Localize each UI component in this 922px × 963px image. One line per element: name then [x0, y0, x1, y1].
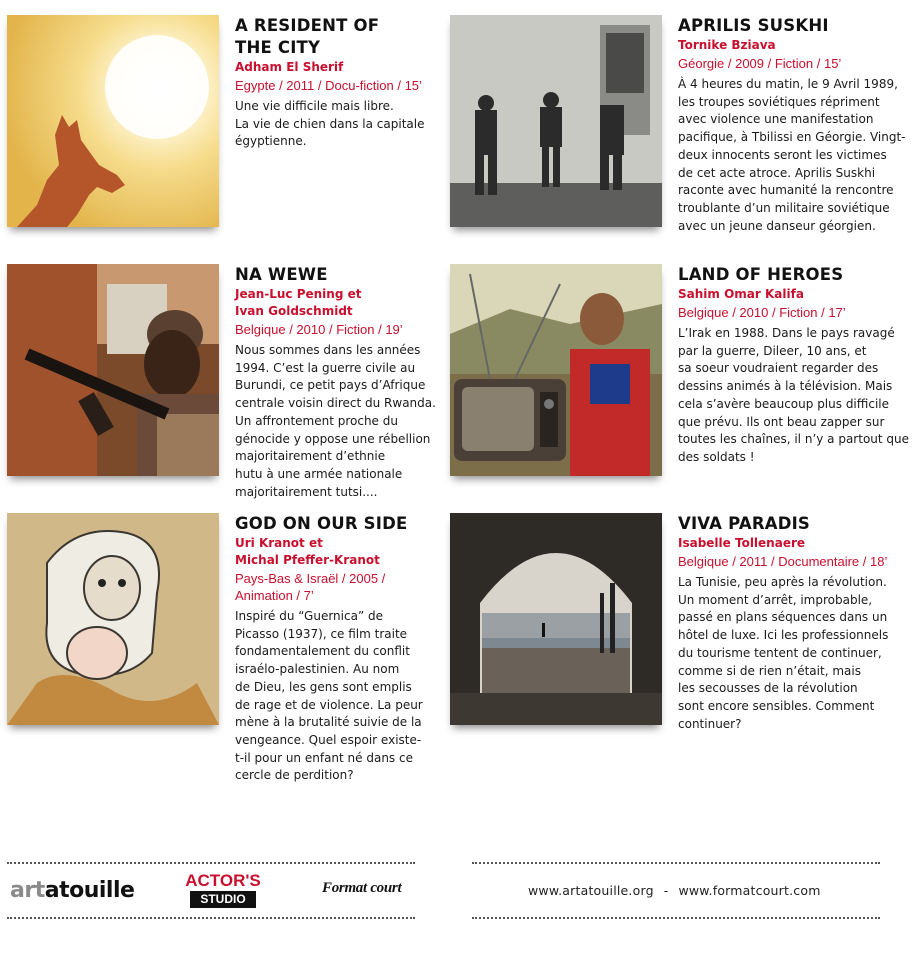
film-info	[235, 15, 467, 151]
film-director: Adham El Sherif	[235, 60, 344, 74]
artatouille-logo	[10, 878, 134, 903]
footer-divider-top-left	[7, 862, 415, 864]
footer-divider-bottom-left	[7, 917, 415, 919]
film-entry-land-of-heroes	[450, 264, 910, 514]
film-description: La Tunisie, peu après la révolution. Un moment d’arrêt, improbable, passé en plans séquences dans un hôtel de luxe. Ici les professionnels du tourisme tentent de continuer, comme si de rien n’était, mais les secousses de la révolution sont encore sensibles. Comment continuer?	[678, 575, 889, 731]
film-description: À 4 heures du matin, le 9 Avril 1989, les troupes soviétiques répriment avec violence une manifestation pacifique, à Tbilissi en Géorgie. Vingt- deux innocents seront les victimes de cet acte atroce. Aprilis Suskhi raconte avec humanité la rencontre troublante d’un militaire soviétique avec un jeune danseur géorgien.	[678, 77, 906, 233]
link-artatouille[interactable]: www.artatouille.org	[528, 883, 654, 898]
film-info	[235, 264, 467, 501]
film-info	[678, 15, 910, 235]
film-title: NA WEWE	[235, 265, 328, 284]
film-still-resident	[7, 15, 219, 227]
men-against-wall-image	[450, 15, 662, 227]
film-meta: Belgique / 2010 / Fiction / 19’	[235, 322, 403, 337]
film-still-land-of-heroes	[450, 264, 662, 476]
film-entry-aprilis-suskhi	[450, 15, 906, 265]
film-meta: Belgique / 2011 / Documentaire / 18’	[678, 554, 888, 569]
film-entry-na-wewe	[7, 264, 447, 514]
film-description: L’Irak en 1988. Dans le pays ravagé par la guerre, Dileer, 10 ans, et sa soeur voudraient regarder des dessins animés à la télévision. Mais cela s’avère beaucoup plus difficile que prévu. Ils ont beau zapper sur toutes les chaînes, il n’y a partout que des soldats !	[678, 326, 910, 464]
film-info	[678, 264, 910, 467]
film-meta: Belgique / 2010 / Fiction / 17’	[678, 305, 846, 320]
format-court-logo	[322, 880, 401, 897]
mother-and-child-drawing	[7, 513, 219, 725]
film-title: GOD ON OUR SIDE	[235, 514, 408, 533]
film-description: Inspiré du “Guernica” de Picasso (1937), ce film traite fondamentalement du conflit israélo-palestinien. Au nom de Dieu, les gens sont emplis de rage et de violence. La peur mène à la brutalité suivie de la vengeance. Quel espoir existe- t-il pour un enfant né dans ce cercle de perdition?	[235, 609, 423, 783]
film-title: LAND OF HEROES	[678, 265, 844, 284]
logo-part-art: art	[10, 878, 45, 903]
film-info	[235, 513, 467, 785]
film-title: VIVA PARADIS	[678, 514, 811, 533]
footer-links	[528, 883, 821, 898]
archway-beach-image	[450, 513, 662, 725]
film-director: Tornike Bziava	[678, 38, 776, 52]
boy-with-rifle-image	[7, 264, 219, 476]
boy-with-tv-image	[450, 264, 662, 476]
film-info	[678, 513, 910, 733]
film-still-god-on-our-side	[7, 513, 219, 725]
actors-logo-bottom: STUDIO	[190, 891, 255, 908]
footer-divider-bottom-right	[472, 917, 880, 919]
link-formatcourt[interactable]: www.formatcourt.com	[678, 883, 821, 898]
film-director: Sahim Omar Kalifa	[678, 287, 804, 301]
film-entry-god-on-our-side	[7, 513, 447, 783]
film-description: Une vie difficile mais libre. La vie de chien dans la capitale égyptienne.	[235, 99, 425, 149]
film-still-na-wewe	[7, 264, 219, 476]
film-director: Jean-Luc Pening et Ivan Goldschmidt	[235, 287, 362, 318]
logo-part-atouille: atouille	[44, 878, 135, 903]
film-entry-resident-of-the-city	[7, 15, 447, 265]
film-meta: Géorgie / 2009 / Fiction / 15’	[678, 56, 842, 71]
actors-logo-top: ACTOR'S	[185, 871, 261, 890]
film-title: APRILIS SUSKHI	[678, 16, 829, 35]
film-entry-viva-paradis	[450, 513, 890, 763]
footer-divider-top-right	[472, 862, 880, 864]
film-meta: Egypte / 2011 / Docu-fiction / 15’	[235, 78, 422, 93]
film-director: Uri Kranot et Michal Pfeffer-Kranot	[235, 536, 380, 567]
link-separator: -	[663, 883, 669, 898]
film-title: A RESIDENT OF THE CITY	[235, 16, 380, 57]
film-director: Isabelle Tollenaere	[678, 536, 806, 550]
film-meta: Pays-Bas & Israël / 2005 / Animation / 7’	[235, 571, 386, 603]
film-description: Nous sommes dans les années 1994. C’est la guerre civile au Burundi, ce petit pays d’Afrique centrale voisin direct du Rwanda. Un affrontement proche du génocide y oppose une rébellion majoritairement d’ethnie hutu à une armée nationale majoritairement tutsi....	[235, 343, 436, 499]
dog-silhouette-image	[7, 15, 219, 227]
film-still-viva-paradis	[450, 513, 662, 725]
format-court-text: Format court	[322, 880, 402, 896]
actors-studio-logo	[183, 872, 263, 908]
film-still-aprilis	[450, 15, 662, 227]
